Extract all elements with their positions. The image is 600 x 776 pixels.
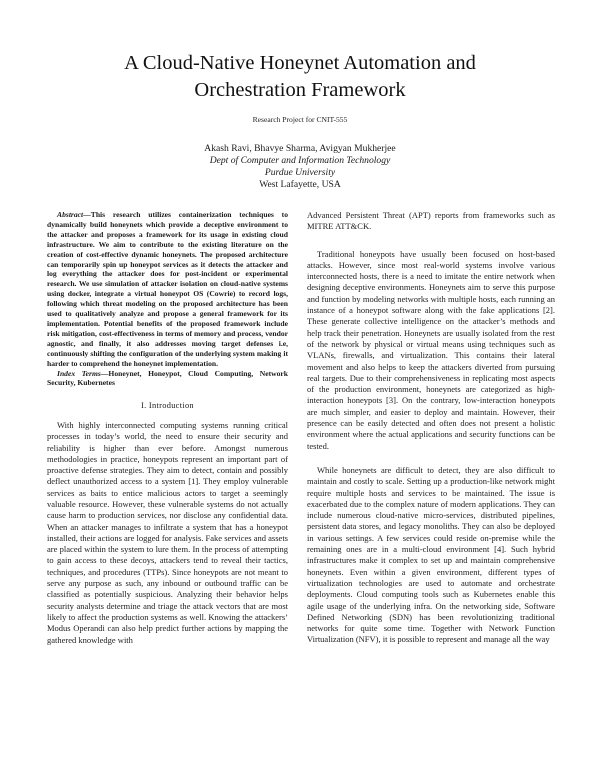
abstract-text: —This research utilizes containerization techniques to dynamically build honeynets which provide a deceptive environment to the attacker and proposes a framework for its usage in existing cloud infrastructure. We aim to contribute to the existing literature on the creation of cost-effective dynamic honeynets. The proposed architecture can temporarily spin up honeypot services as it detects the attacker and log everything the attacker does for post-incident or experimental research. We use simulation of attacker isolation on cloud-native systems using docker, integrate a virtual honeypot OS (Cowrie) to record logs, following which threat modeling on the proposed architecture has been used to qualitatively analyze and propose a general framework for its implementation. Potential benefits of the proposed framework include risk mitigation, cost-effectiveness in terms of memory and process, vendor agnostic, and finally, it also addresses moving target defenses i.e, continuously shifting the configuration of the underlying system making it harder to comprehend the honeynet implementation. xyxy=(47,210,288,368)
abstract xyxy=(47,210,288,369)
right-paragraph-2: While honeynets are difficult to detect, they are also difficult to maintain and costly to scale. Setting up a production-like network might require multiple hosts and services to be maintained. The issue is exacerbated due to the complex nature of modern applications. They can include numerous cloud-native micro-services, distributed pipelines, persistent data stores, and legacy monoliths. They can also be deployed in various settings. A few services could reside on-premise while the remaining ones are in a multi-cloud environment [4]. Such hybrid infrastructures make it complex to set up and maintain comprehensive honeynets. Even within a given environment, different types of virtualization technologies are used to automate and orchestrate deployments. Cloud computing tools such as Kubernetes enable this agile usage of the underlying infra. On the networking side, Software Defined Networking (SDN) has been revolutionizing traditional networks for quite some time. Together with Network Function Virtualization (NFV), it is possible to represent and manage all the way xyxy=(307,464,555,645)
section-heading: I. Introduction xyxy=(141,401,194,411)
left-column xyxy=(47,210,288,646)
abstract-lead: Abstract xyxy=(57,210,84,219)
index-terms-text: —Honeynet, Honeypot, Cloud Computing, Network Security, Kubernetes xyxy=(47,368,288,388)
title-line-1: A Cloud-Native Honeynet Automation and xyxy=(124,52,476,74)
right-paragraph-1: Traditional honeypots have usually been focused on host-based attacks. However, since most real-world systems involve various interconnected hosts, there is a need to imitate the entire network when designing deceptive environments. Honeynets aim to serve this purpose and function by modeling networks with multiple hosts, each running an instance of a honeypot software along with the fake applications [2]. These generate collective intelligence on the attacker’s methods and help track their penetration. Honeynets are usually isolated from the rest of the network by physical or virtual means using techniques such as VLANs, firewalls, and virtualization. This contains their lateral movement and also helps to keep the attackers diverted from pursuing real targets. Due to their comprehensiveness in replicating most aspects of the production environment, honeynets are categorized as high-interaction honeypots [3]. On the contrary, low-interaction honeypots are much simpler, and easier to deploy and maintain. However, their presence can be easily detected and often does not present a holistic environment where the actual applications and security functions can be tested. xyxy=(307,248,555,451)
author-location: West Lafayette, USA xyxy=(259,179,341,190)
paper-title xyxy=(40,50,560,104)
index-terms-lead: Index Terms xyxy=(57,368,101,378)
paper-subtitle: Research Project for CNIT-555 xyxy=(252,115,348,124)
author-department: Dept of Computer and Information Technology xyxy=(209,155,391,166)
right-paragraph-0: Advanced Persistent Threat (APT) reports from frameworks such as MITRE ATT&CK. xyxy=(307,210,555,232)
index-terms xyxy=(47,369,288,389)
author-block xyxy=(40,143,560,191)
title-line-2: Orchestration Framework xyxy=(194,79,406,101)
author-names: Akash Ravi, Bhavye Sharma, Avigyan Mukherjee xyxy=(204,143,396,154)
intro-paragraph-1: With highly interconnected computing systems running critical processes in today’s world, the need to ensure their security and reliability is higher than ever before. Amongst numerous methodologies in practice, honeypots represent an important part of proactive defense strategies. They aim to detect, contain and possibly deflect unauthorized access to a system [1]. They employ vulnerable services as baits to entice malicious actors to target a seemingly valuable resource. However, these vulnerable systems do not actually cause harm to production services, nor disclose any confidential data. When an attacker manages to infiltrate a system that has a honeypot installed, their actions are logged for analysis. Fake services and assets are placed within the system to lure them. In the process of attempting to gain access to these decoys, attackers tend to reveal their tactics, techniques, and procedures (TTPs). Since honeypots are not meant to serve any purpose as such, any inbound or outbound traffic can be classified as potentially suspicious. Analyzing their behavior helps security analysts determine and triage the attack vectors that are most likely to affect the production systems as well. Knowing the attackers’ Modus Operandi can also help predict further actions by mapping the gathered knowledge with xyxy=(47,419,288,645)
author-university: Purdue University xyxy=(264,167,336,178)
right-column xyxy=(307,210,555,659)
